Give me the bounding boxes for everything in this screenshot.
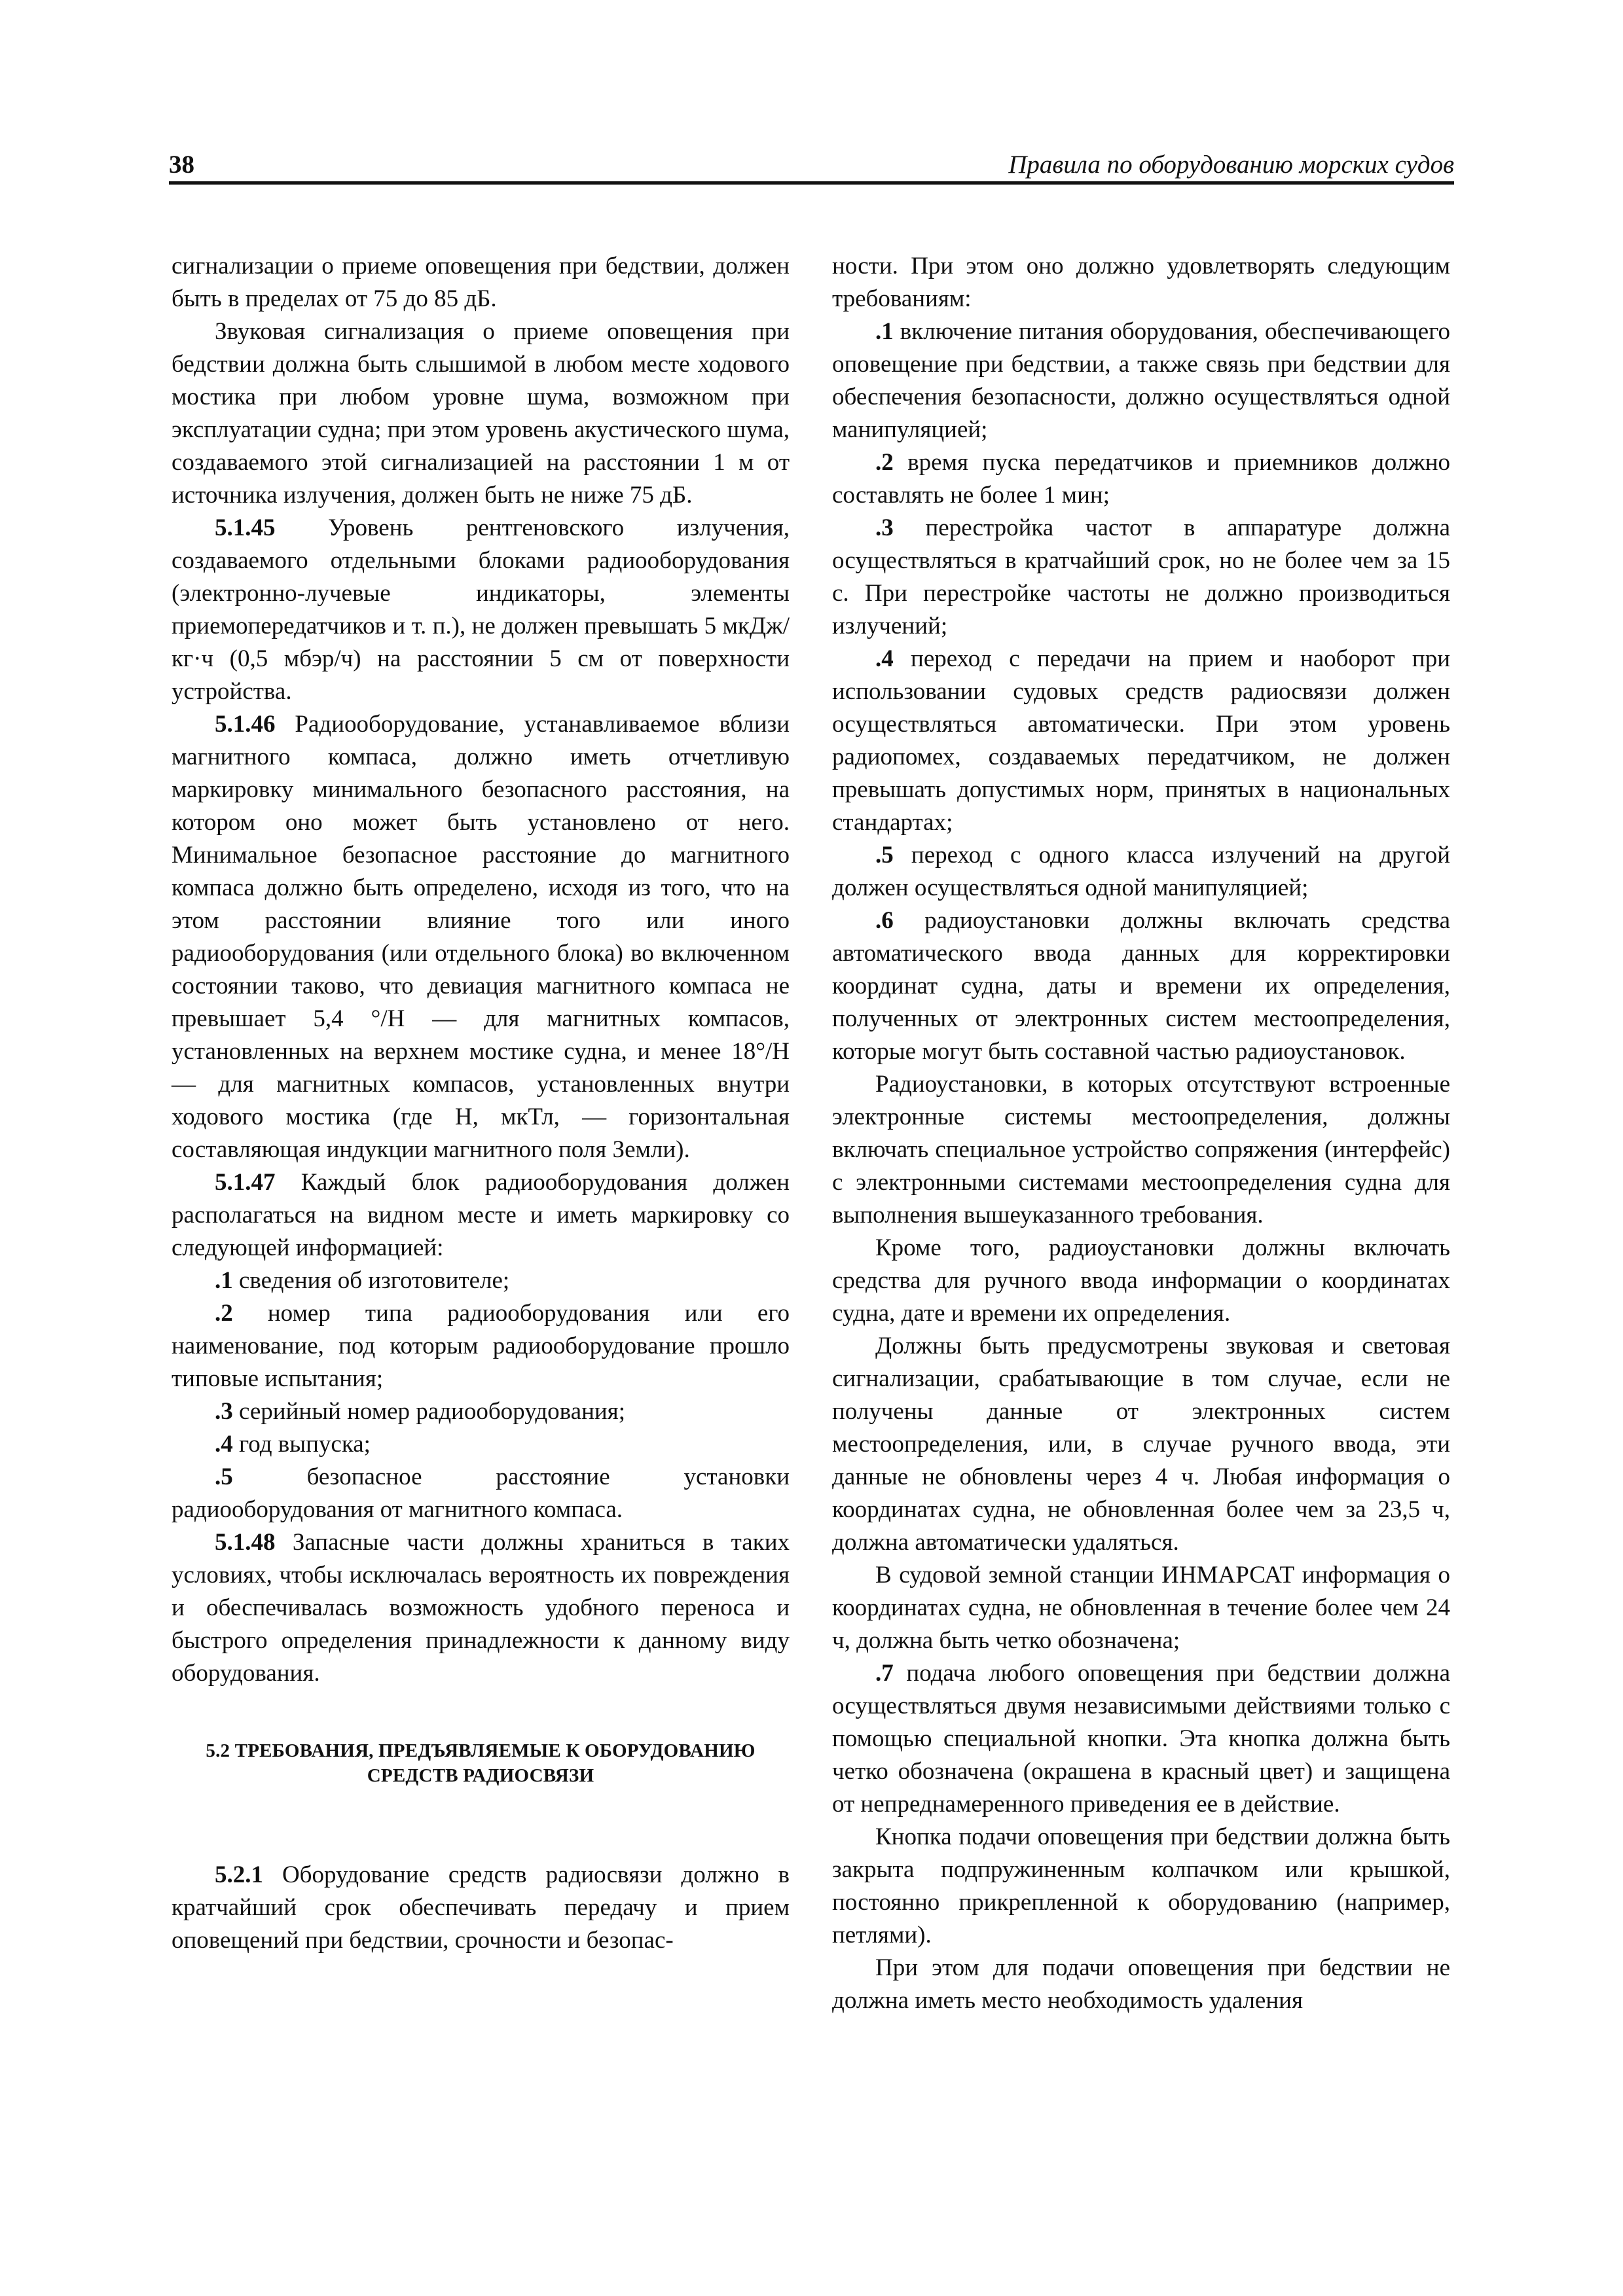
- list-item: [832, 905, 1450, 1068]
- item-number: .1: [875, 318, 894, 345]
- list-item: [172, 1428, 790, 1461]
- clause-text: Радиооборудование, устанавливаемое вблизи магнитного компаса, должно иметь отчетливую маркировку минимального безопасного расстояния, на котором оно может быть установлено от него. Минимальное безопасное расстояние до магнитного компаса должно быть определено, исходя из того, что на этом расстоянии влияние того или иного радиооборудования (или отдельного блока) во включенном состоянии таково, что девиация магнитного компаса не превышает 5,4 °/H — для магнитных компасов, установленных на верхнем мостике судна, и менее 18°/H — для магнитных компасов, установленных внутри ходового мостика (где H, мкТл, — горизонтальная составляющая индукции магнитного поля Земли).: [172, 711, 790, 1163]
- item-number: .2: [215, 1300, 233, 1327]
- section-title: 5.2 ТРЕБОВАНИЯ, ПРЕДЪЯВЛЯЕМЫЕ К ОБОРУДОВАНИЮ СРЕДСТВ РАДИОСВЯЗИ: [206, 1740, 756, 1786]
- item-text: радиоустановки должны включать средства автоматического ввода данных для корректировки координат судна, даты и времени их определения, полученных от электронных систем местоопределения, которые могут быть составной частью радиоустановок.: [832, 907, 1450, 1065]
- item-number: .1: [215, 1267, 233, 1294]
- page-header: [169, 145, 1454, 185]
- clause-5-1-47: [172, 1166, 790, 1265]
- item-number: .5: [875, 842, 894, 869]
- item-number: .4: [215, 1431, 233, 1458]
- item-number: .2: [875, 449, 894, 476]
- list-item: [832, 315, 1450, 446]
- item-text: подача любого оповещения при бедствии должна осуществляться двумя независимыми действиями только с помощью специальной кнопки. Эта кнопка должна быть четко обозначена (окрашена в красный цвет) и защищена от непреднамеренного приведения ее в действие.: [832, 1660, 1450, 1818]
- list-item: [832, 446, 1450, 512]
- paragraph: Кнопка подачи оповещения при бедствии должна быть закрыта подпружиненным колпачком или крышкой, постоянно прикрепленной к оборудованию (например, петлями).: [832, 1823, 1450, 1948]
- clause-text: Каждый блок радиооборудования должен располагаться на видном месте и иметь маркировку со следующей информацией:: [172, 1169, 790, 1261]
- list-item: [832, 512, 1450, 643]
- list-item: [172, 1297, 790, 1395]
- item-text: безопасное расстояние установки радиооборудования от магнитного компаса.: [172, 1463, 790, 1523]
- item-text: сведения об изготовителе;: [232, 1267, 510, 1294]
- paragraph: Звуковая сигнализация о приеме оповещения при бедствии должна быть слышимой в любом месте ходового мостика при любом уровне шума, возможном при эксплуатации судна; при этом уровень акустического шума, создаваемого этой сигнализацией на расстоянии 1 м от источника излучения, должен быть не ниже 75 дБ.: [172, 318, 790, 509]
- paragraph: Должны быть предусмотрены звуковая и световая сигнализации, срабатывающие в том случае, если не получены данные от электронных систем местоопределения, или, в случае ручного ввода, эти данные не обновлены через 4 ч. Любая информация о координатах судна, не обновленная более чем за 23,5 ч, должна автоматически удаляться.: [832, 1333, 1450, 1556]
- paragraph: сигнализации о приеме оповещения при бедствии, должен быть в пределах от 75 до 85 дБ.: [172, 253, 790, 312]
- list-item: [832, 643, 1450, 839]
- item-number: .3: [215, 1398, 233, 1425]
- clause-5-1-45: [172, 512, 790, 708]
- clause-text: Оборудование средств радиосвязи должно в кратчайший срок обеспечивать передачу и прием оповещений при бедствии, срочности и безопас-: [172, 1861, 790, 1954]
- item-text: включение питания оборудования, обеспечивающего оповещение при бедствии, а также связь при бедствии для обеспечения безопасности, должно осуществляться одной манипуляцией;: [832, 318, 1450, 443]
- clause-number: 5.1.45: [215, 514, 276, 541]
- list-item: [172, 1265, 790, 1297]
- item-text: переход с одного класса излучений на другой должен осуществляться одной манипуляцией;: [832, 842, 1450, 901]
- page-number: 38: [169, 151, 194, 179]
- item-text: переход с передачи на прием и наоборот при использовании судовых средств радиосвязи должен осуществляться автоматически. При этом уровень радиопомех, создаваемых передатчиком, не должен превышать допустимых норм, принятых в национальных стандартах;: [832, 645, 1450, 836]
- clause-text: Уровень рентгеновского излучения, создаваемого отдельными блоками радиооборудования (электронно-лучевые индикаторы, элементы приемопередатчиков и т. п.), не должен превышать 5 мкДж/кг·ч (0,5 мбэр/ч) на расстоянии 5 см от поверхности устройства.: [172, 514, 790, 705]
- clause-number: 5.1.48: [215, 1529, 276, 1556]
- item-text: год выпуска;: [232, 1431, 371, 1458]
- clause-number: 5.1.46: [215, 711, 276, 738]
- item-number: .7: [875, 1660, 894, 1687]
- item-text: время пуска передатчиков и приемников должно составлять не более 1 мин;: [832, 449, 1450, 509]
- list-item: [832, 1657, 1450, 1821]
- item-number: .3: [875, 514, 894, 541]
- paragraph: ности. При этом оно должно удовлетворять следующим требованиям:: [832, 253, 1450, 312]
- right-column: [832, 250, 1450, 2017]
- header-rule: [169, 181, 1454, 185]
- clause-5-2-1: [172, 1859, 790, 1957]
- clause-number: 5.2.1: [215, 1861, 263, 1888]
- item-text: серийный номер радиооборудования;: [232, 1398, 625, 1425]
- clause-5-1-46: [172, 708, 790, 1166]
- paragraph: При этом для подачи оповещения при бедствии не должна иметь место необходимость удаления: [832, 1954, 1450, 2014]
- clause-text: Запасные части должны храниться в таких условиях, чтобы исключалась вероятность их повреждения и обеспечивалась возможность удобного переноса и быстрого определения принадлежности к данному виду оборудования.: [172, 1529, 790, 1687]
- list-item: [172, 1395, 790, 1428]
- item-text: номер типа радиооборудования или его наименование, под которым радиооборудование прошло типовые испытания;: [172, 1300, 790, 1392]
- item-number: .5: [215, 1463, 233, 1490]
- left-column: [172, 250, 790, 1957]
- clause-number: 5.1.47: [215, 1169, 276, 1196]
- paragraph: В судовой земной станции ИНМАРСАТ информация о координатах судна, не обновленная в течение более чем 24 ч, должна быть четко обозначена;: [832, 1562, 1450, 1654]
- item-number: .4: [875, 645, 894, 672]
- paragraph: Кроме того, радиоустановки должны включать средства для ручного ввода информации о координатах судна, дате и времени их определения.: [832, 1234, 1450, 1327]
- list-item: [172, 1461, 790, 1526]
- list-item: [832, 839, 1450, 905]
- item-number: .6: [875, 907, 894, 934]
- clause-5-1-48: [172, 1526, 790, 1690]
- running-title: Правила по оборудованию морских судов: [1008, 151, 1454, 179]
- paragraph: Радиоустановки, в которых отсутствуют встроенные электронные системы местоопределения, должны включать специальное устройство сопряжения (интерфейс) с электронными системами местоопределения судна для выполнения вышеуказанного требования.: [832, 1071, 1450, 1229]
- item-text: перестройка частот в аппаратуре должна осуществляться в кратчайший срок, но не более чем за 15 с. При перестройке частоты не должно производиться излучений;: [832, 514, 1450, 639]
